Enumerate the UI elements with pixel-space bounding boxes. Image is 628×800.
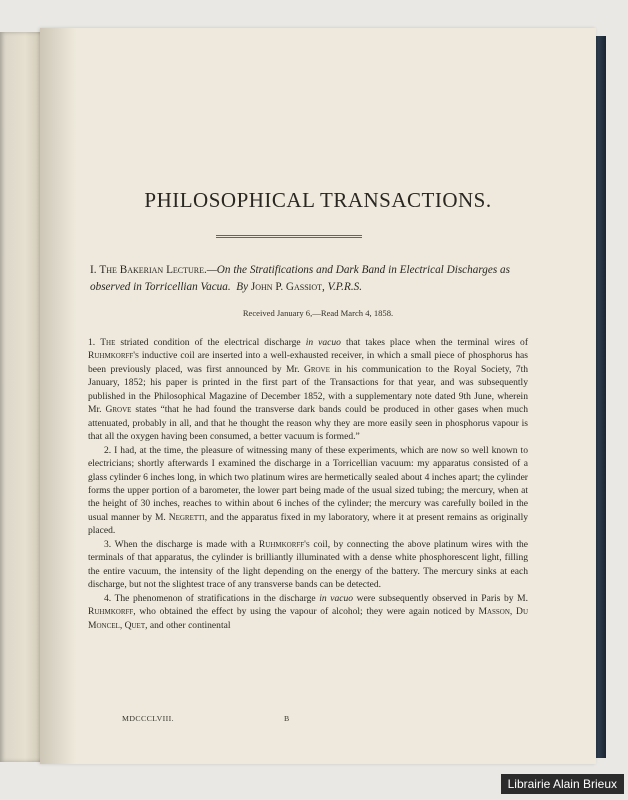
paragraph-4: 4. The phenomenon of stratifications in the discharge in vacuo were subsequently observed in Paris by M. Ruhmkorff, who obtained the effect by using the vapour of alcohol; they were again noticed by Masson, Du Moncel, Quet, and other continental: [88, 592, 528, 631]
lecture-by: By: [236, 281, 251, 293]
page-title: PHILOSOPHICAL TRANSACTIONS.: [144, 188, 492, 212]
lecture-heading: [90, 262, 510, 296]
lecture-author: John P. Gassiot: [250, 281, 323, 293]
paragraph-1: 1. The striated condition of the electrical discharge in vacuo that takes place when the terminal wires of Ruhmkorff's inductive coil are inserted into a well-exhausted receiver, in which a small piece of phosphorus has been previously placed, was first announced by Mr. Grove in his communication to the Royal Society, 7th January, 1852; his paper is printed in the first part of the Transactions for that year, and was subsequently published in the Philosophical Magazine of December 1852, with a supplementary note dated 9th June, wherein Mr. Grove states “that he had found the transverse dark bands could be produced in other gases when much attenuated, probably in all, and that he thought the reason why they are more easily seen in phosphorus vapour is that all the oxygen having been consumed, a better vacuum is formed.”: [88, 337, 529, 443]
watermark-label: Librairie Alain Brieux: [501, 774, 624, 794]
title-rule: [216, 235, 362, 238]
body-text: [88, 336, 528, 632]
paragraph-2: 2. I had, at the time, the pleasure of witnessing many of these experiments, which are now so well known to electricians; shortly afterwards I examined the discharge in a Torricellian vacuum: my apparatus consisted of a glass cylinder 6 inches long, in which two platinum wires are hermetically sealed about 4 inches apart; the cylinder forms the upper portion of a barometer, the lower part being made of the usual sized tubing; the mercury, when at the height of 30 inches, reaches to within about 6 inches of the cylinder; the mercury was carefully boiled in the usual manner by M. Negretti, and the apparatus fixed in my laboratory, where it at present remains as originally placed.: [88, 444, 529, 537]
footer-signature-letter: B: [284, 714, 290, 723]
lecture-name: The Bakerian Lecture.: [99, 264, 207, 276]
lecture-credentials: , V.P.R.S.: [322, 281, 363, 293]
footer-signature: MDCCCLVIII.: [122, 714, 174, 723]
lecture-number: I.: [90, 264, 100, 276]
paragraph-3: 3. When the discharge is made with a Ruhmkorff's coil, by connecting the above platinum wires with the terminals of that apparatus, the cylinder is brilliantly illuminated with a dense white phosphorescent light, filling the entire vacuum, the intensity of the light depending on the energy of the battery. The mercury sinks at each discharge, but not the slightest trace of any transverse bands can be detected.: [88, 538, 529, 591]
left-page-edge: [0, 32, 42, 762]
book-page: [40, 28, 596, 764]
received-date: Received January 6,—Read March 4, 1858.: [242, 308, 394, 318]
lecture-subject: —On the Stratifications and Dark Band in Electrical Discharges as observed in Torricellian Vacua.: [90, 264, 510, 293]
